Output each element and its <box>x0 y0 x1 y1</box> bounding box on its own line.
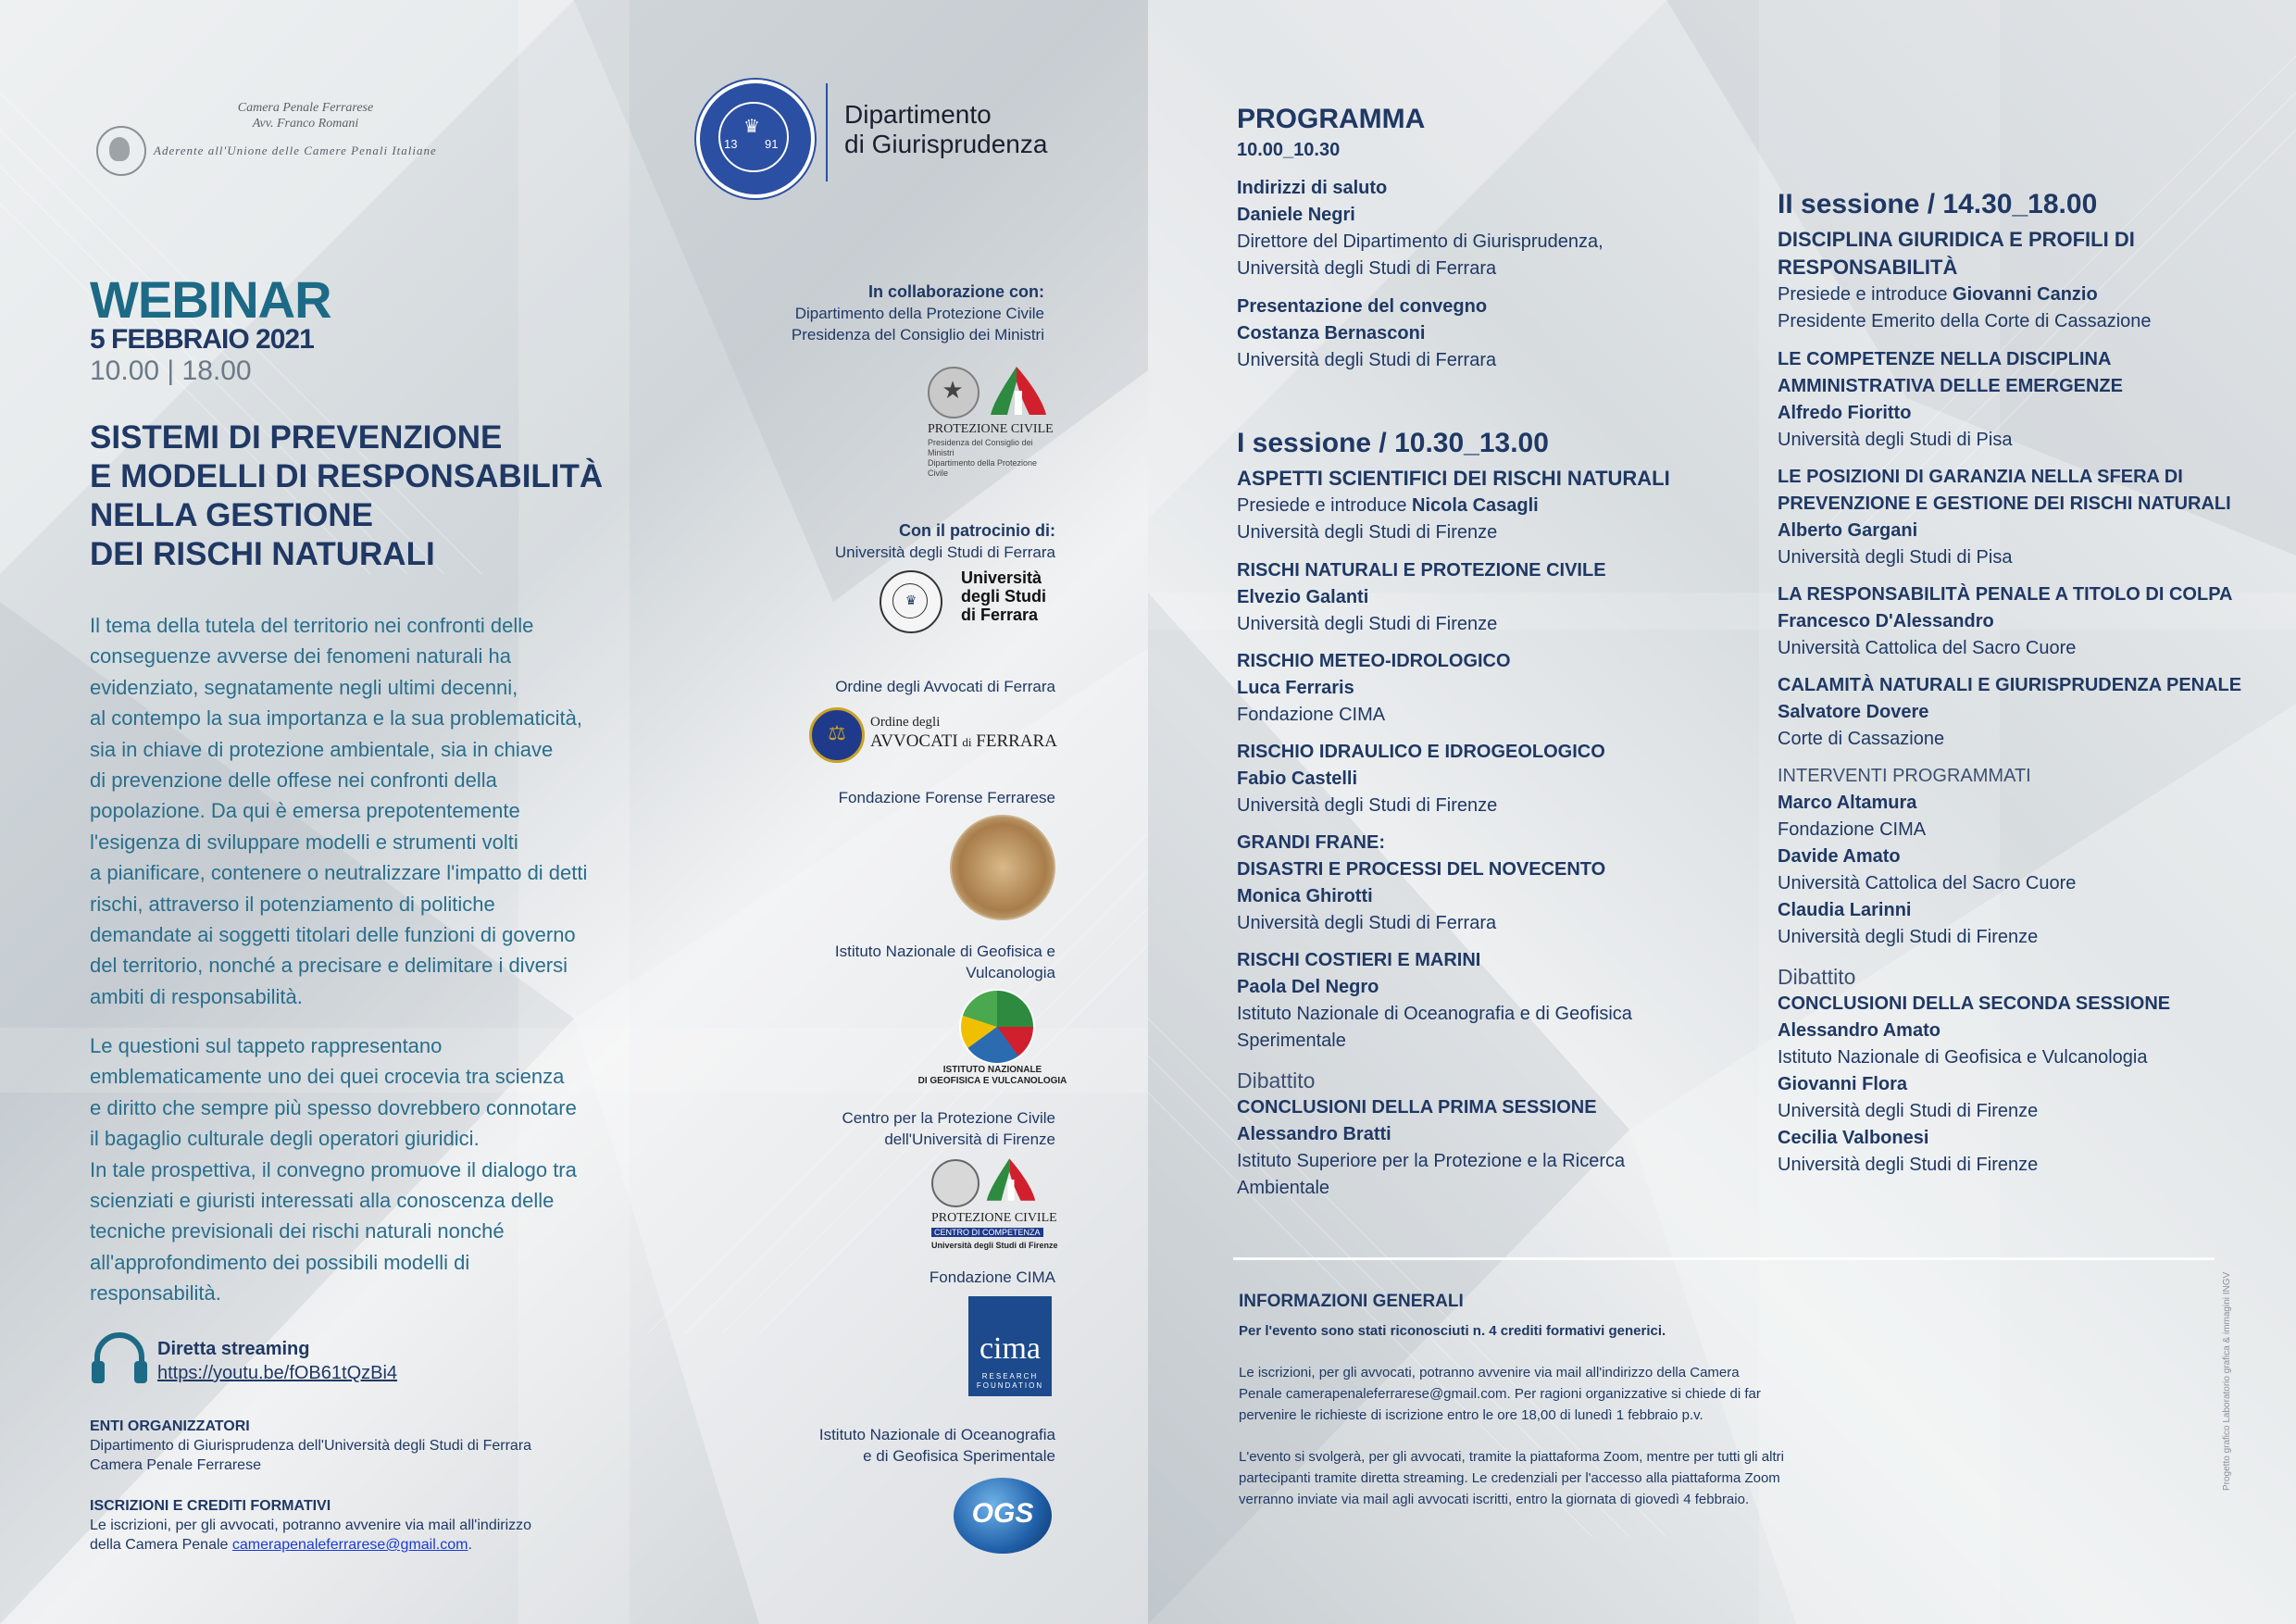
para1-line: conseguenze avverse dei fenomeni naturali ha <box>90 644 511 668</box>
conclusione-name: Giovanni Flora <box>1778 1074 1908 1094</box>
session1-conclusioni-role2: Ambientale <box>1237 1178 1330 1198</box>
talk-item <box>1237 739 1755 819</box>
para1-line: del territorio, nonché a precisare e delimitare i diversi <box>90 954 568 978</box>
pc-logo-title: PROTEZIONE CIVILE <box>928 422 1054 436</box>
frane-speaker: Monica Ghirotti <box>1237 886 1373 906</box>
intervento-name: Marco Altamura <box>1778 793 1917 813</box>
talk-title: RISCHIO IDRAULICO E IDROGEOLOGICO <box>1237 742 1605 762</box>
session1-conclusioni-name: Alessandro Bratti <box>1237 1124 1391 1144</box>
cima-logo-text: cima <box>979 1331 1042 1366</box>
enti-line2: Camera Penale Ferrarese <box>90 1457 261 1473</box>
italian-emblem-icon: ★ <box>928 367 980 418</box>
programma-block <box>1237 102 1737 374</box>
patrocinio-line1: Università degli Studi di Ferrara <box>834 543 1055 561</box>
ordine-logo-main <box>870 731 1057 752</box>
unife-line1: Università <box>961 568 1042 587</box>
title-line1: SISTEMI DI PREVENZIONE <box>90 419 503 456</box>
webinar-label: WEBINAR <box>90 270 331 329</box>
saluto-title: Indirizzi di saluto <box>1237 178 1388 198</box>
talk-title: RISCHI NATURALI E PROTEZIONE CIVILE <box>1237 560 1606 581</box>
conclusione-role: Istituto Nazionale di Geofisica e Vulcanologia <box>1778 1047 2148 1068</box>
frane-role: Università degli Studi di Ferrara <box>1237 913 1497 933</box>
patrocinio-heading: Con il patrocinio di: <box>899 521 1055 540</box>
unife-name <box>961 568 1046 624</box>
iscrizioni-section <box>90 1496 531 1555</box>
pc-logo-sub2: Dipartimento della Protezione Civile <box>928 458 1038 478</box>
session1-block <box>1237 426 1755 1202</box>
para2-line: tecniche previsionali dei rischi naturali nonché <box>90 1219 505 1243</box>
saluto-name: Daniele Negri <box>1237 205 1355 225</box>
event-title <box>90 418 603 574</box>
pc-logo-sub1: Presidenza del Consiglio dei Ministri <box>928 438 1033 457</box>
cima-sub1: RESEARCH <box>981 1372 1039 1380</box>
intervento-name: Claudia Larinni <box>1778 900 1912 920</box>
talk-item <box>1778 581 2277 662</box>
presiede-name: Giovanni Canzio <box>1953 284 2098 305</box>
dipartimento-divider <box>826 83 828 181</box>
info-line: partecipanti tramite diretta streaming. Le credenziali per l'accesso alla piattaforma Zoom <box>1239 1470 1780 1486</box>
para1-line: Il tema della tutela del territorio nei confronti delle <box>90 614 534 637</box>
ingv-label2: Vulcanologia <box>966 964 1055 981</box>
session1-dibattito: Dibattito <box>1237 1068 1316 1093</box>
dipartimento-name <box>844 100 1047 159</box>
talk-item <box>1778 672 2277 753</box>
collab-heading: In collaborazione con: <box>867 282 1044 301</box>
ingv-logo-text <box>917 1065 1068 1087</box>
intervento-role: Fondazione CIMA <box>1778 819 1927 840</box>
para1-line: evidenziato, segnatamente negli ultimi decenni, <box>90 675 518 699</box>
enti-heading: ENTI ORGANIZZATORI <box>90 1418 250 1434</box>
presiede-role: Università degli Studi di Firenze <box>1237 522 1498 543</box>
costieri-title: RISCHI COSTIERI E MARINI <box>1237 950 1481 970</box>
saluto-role1: Direttore del Dipartimento di Giurisprudenza, <box>1237 231 1603 252</box>
programma-time: 10.00_10.30 <box>1237 140 1341 160</box>
camera-penale-seal-icon <box>96 126 146 176</box>
talk-item <box>1778 464 2277 571</box>
camera-penale-aderente: Aderente all'Unione delle Camere Penali Italiane <box>154 144 437 157</box>
cima-logo <box>968 1296 1052 1396</box>
ingv-globe-icon <box>959 989 1035 1065</box>
costieri-role1: Istituto Nazionale di Oceanografia e di Geofisica <box>1237 1004 1632 1024</box>
ingv-logo1: ISTITUTO NAZIONALE <box>942 1065 1042 1075</box>
talk-speaker: Elvezio Galanti <box>1237 587 1369 607</box>
presiede-prefix: Presiede e introduce <box>1778 284 1953 305</box>
camera-penale-logo <box>213 100 398 131</box>
session1-title: ASPETTI SCIENTIFICI DEI RISCHI NATURALI <box>1237 467 1670 490</box>
intervento-name: Davide Amato <box>1778 846 1901 867</box>
title-line3: NELLA GESTIONE <box>90 497 373 533</box>
unife-line2: degli Studi <box>961 587 1046 606</box>
ordine-label: Ordine degli Avvocati di Ferrara <box>835 678 1055 695</box>
talk-role: Università Cattolica del Sacro Cuore <box>1778 638 2077 658</box>
collab-block <box>704 281 1044 345</box>
cpc-logo <box>930 1154 1059 1255</box>
iscrizioni-heading: ISCRIZIONI E CREDITI FORMATIVI <box>90 1498 331 1514</box>
ogs-label2: e di Geofisica Sperimentale <box>863 1447 1055 1465</box>
info-paragraph-2 <box>1239 1446 1905 1510</box>
para2-line: e diritto che sempre più spesso dovrebbero connotare <box>90 1095 577 1119</box>
conclusione-role: Università degli Studi di Firenze <box>1778 1155 2039 1175</box>
session1-heading: I sessione / 10.30_13.00 <box>1237 428 1549 458</box>
dipartimento-line2: di Giurisprudenza <box>844 130 1048 158</box>
iscrizioni-email-link[interactable]: camerapenaleferrarese@gmail.com <box>231 1537 468 1553</box>
para1-line: al contempo la sua importanza e la sua problematicità, <box>90 706 582 731</box>
talk-item <box>1778 346 2277 454</box>
info-heading: INFORMAZIONI GENERALI <box>1239 1292 1464 1311</box>
talk-speaker: Fabio Castelli <box>1237 768 1358 789</box>
enti-line1: Dipartimento di Giurisprudenza dell'Università degli Studi di Ferrara <box>90 1438 532 1454</box>
session2-dibattito: Dibattito <box>1778 965 1856 989</box>
streaming-link[interactable]: https://youtu.be/fOB61tQzBi4 <box>157 1363 398 1383</box>
session2-presiede <box>1778 281 2277 308</box>
ordine-di: di <box>962 735 972 749</box>
para2-line: all'approfondimento dei possibili modelli di <box>90 1250 470 1274</box>
talk-title: AMMINISTRATIVA DELLE EMERGENZE <box>1778 376 2123 396</box>
talk-item <box>1237 830 1755 937</box>
para2-line: scienziati e giuristi interessati alla conoscenza delle <box>90 1189 555 1213</box>
para1-line: ambiti di responsabilità. <box>90 984 303 1008</box>
session2-block <box>1778 187 2277 1179</box>
cpc-label1: Centro per la Protezione Civile <box>842 1109 1055 1127</box>
presentazione-role: Università degli Studi di Ferrara <box>1237 350 1497 370</box>
talk-speaker: Alberto Gargani <box>1778 520 1918 541</box>
talk-speaker: Francesco D'Alessandro <box>1778 611 1994 631</box>
protezione-civile-logo <box>926 363 1055 478</box>
right-panel <box>1148 0 2296 1624</box>
unife-seal-icon: ♛ <box>880 570 942 633</box>
ingv-label <box>704 941 1055 983</box>
cpc-label <box>704 1107 1055 1150</box>
talk-role: Corte di Cassazione <box>1778 729 1945 749</box>
talk-title: LE COMPETENZE NELLA DISCIPLINA <box>1778 349 2112 369</box>
para1-line: sia in chiave di protezione ambientale, sia in chiave <box>90 737 554 761</box>
camera-penale-name: Camera Penale Ferrarese <box>237 101 374 115</box>
ordine-logo-top: Ordine degli <box>870 715 941 730</box>
intervento-role: Università Cattolica del Sacro Cuore <box>1778 873 2077 893</box>
session2-heading: II sessione / 14.30_18.00 <box>1778 189 2098 219</box>
ordine-avvocati-logo <box>809 706 1059 761</box>
fondazione-forense-seal-icon <box>950 815 1055 920</box>
ordine-seal-icon: ⚖ <box>809 707 865 763</box>
talk-speaker: Luca Ferraris <box>1237 678 1354 698</box>
talk-role: Università degli Studi di Pisa <box>1778 547 2013 568</box>
info-line: L'evento si svolgerà, per gli avvocati, tramite la piattaforma Zoom, mentre per tutti gli altri <box>1239 1449 1784 1465</box>
unife-line3: di Ferrara <box>961 606 1039 624</box>
para1-line: rischi, attraverso il potenziamento di politiche <box>90 892 495 916</box>
info-line: pervenire le richieste di iscrizione entro le ore 18,00 di lunedì 1 febbraio p.v. <box>1239 1407 1703 1423</box>
talk-title: LE POSIZIONI DI GARANZIA NELLA SFERA DI <box>1778 467 2183 487</box>
talk-item <box>1237 557 1755 638</box>
talk-item <box>1237 648 1755 729</box>
design-credit: Progetto grafico Laboratorio grafica & immagini INGV <box>2222 1271 2232 1491</box>
seal-year-left: 13 <box>724 137 738 151</box>
talk-role: Università degli Studi di Firenze <box>1237 614 1498 634</box>
dipartimento-line1: Dipartimento <box>844 100 992 129</box>
fondazione-forense-label: Fondazione Forense Ferrarese <box>838 789 1055 806</box>
seal-year-right: 91 <box>765 137 779 151</box>
iscrizioni-prefix: della Camera Penale <box>90 1537 232 1553</box>
para2-line: il bagaglio culturale degli operatori giuridici. <box>90 1127 480 1151</box>
iscrizioni-line2 <box>90 1535 531 1555</box>
protezione-civile-flag-icon <box>989 363 1048 418</box>
event-date: 5 FEBBRAIO 2021 <box>90 324 314 355</box>
frane-title2: DISASTRI E PROCESSI DEL NOVECENTO <box>1237 859 1606 880</box>
talk-title: RISCHIO METEO-IDROLOGICO <box>1237 651 1511 671</box>
pc-logo-sub <box>928 438 1055 479</box>
talk-speaker: Alfredo Fioritto <box>1778 403 1912 423</box>
ogs-label1: Istituto Nazionale di Oceanografia <box>818 1426 1055 1443</box>
section-divider <box>1233 1257 2215 1260</box>
info-line: Penale camerapenaleferrarese@gmail.com. Per ragioni organizzative si chiede di far <box>1239 1386 1761 1402</box>
title-line2: E MODELLI DI RESPONSABILITÀ <box>90 458 604 494</box>
costieri-speaker: Paola Del Negro <box>1237 977 1379 997</box>
saluto-role2: Università degli Studi di Ferrara <box>1237 258 1497 279</box>
talk-item <box>1237 947 1755 1055</box>
talk-speaker: Salvatore Dovere <box>1778 702 1929 722</box>
cpc-logo-sub: CENTRO DI COMPETENZA <box>931 1228 1043 1237</box>
info-line: Le iscrizioni, per gli avvocati, potranno avvenire via mail all'indirizzo della Camera <box>1239 1365 1740 1380</box>
ogs-logo <box>954 1478 1052 1554</box>
talk-role: Fondazione CIMA <box>1237 705 1386 725</box>
presentazione-title: Presentazione del convegno <box>1237 296 1488 317</box>
info-line: verranno inviate via mail agli avvocati iscritti, entro la giornata di giovedì 4 febbraio. <box>1239 1492 1750 1507</box>
cpc-label2: dell'Università di Firenze <box>884 1131 1055 1148</box>
conclusione-name: Alessandro Amato <box>1778 1020 1940 1041</box>
patrocinio-block <box>704 520 1055 563</box>
dipartimento-seal-icon: ♛ 13 91 <box>696 80 815 198</box>
ogs-logo-text: OGS <box>971 1498 1034 1529</box>
talk-title: LA RESPONSABILITÀ PENALE A TITOLO DI COLPA <box>1778 584 2233 605</box>
ingv-label1: Istituto Nazionale di Geofisica e <box>834 943 1055 960</box>
talk-role: Università degli Studi di Pisa <box>1778 430 2013 450</box>
ogs-label <box>704 1424 1055 1467</box>
ordine-main: AVVOCATI <box>870 731 958 751</box>
talk-title: CALAMITÀ NATURALI E GIURISPRUDENZA PENALE <box>1778 675 2242 695</box>
session2-title2: RESPONSABILITÀ <box>1778 256 1958 279</box>
camera-penale-avv: Avv. Franco Romani <box>252 117 359 131</box>
unife-logo <box>880 568 1055 643</box>
frane-title1: GRANDI FRANE: <box>1237 832 1385 853</box>
intervento-role: Università degli Studi di Firenze <box>1778 927 2039 947</box>
conclusione-name: Cecilia Valbonesi <box>1778 1128 1929 1148</box>
presiede-prefix: Presiede e introduce <box>1237 495 1413 516</box>
streaming-label: Diretta streaming <box>157 1339 310 1359</box>
description-paragraph-1 <box>90 610 701 1012</box>
presentazione-name: Costanza Bernasconi <box>1237 323 1426 344</box>
para2-line: In tale prospettiva, il convegno promuove il dialogo tra <box>90 1157 577 1181</box>
para1-line: popolazione. Da qui è emersa prepotentemente <box>90 799 520 823</box>
para1-line: a pianificare, contenere o neutralizzare l'impatto di detti <box>90 861 588 885</box>
para1-line: di prevenzione delle offese nei confronti della <box>90 768 497 793</box>
event-time: 10.00 | 18.00 <box>90 356 252 386</box>
cpc-logo-univ: Università degli Studi di Firenze <box>931 1241 1058 1250</box>
session1-conclusioni-title: CONCLUSIONI DELLA PRIMA SESSIONE <box>1237 1097 1597 1118</box>
enti-organizzatori <box>90 1417 531 1475</box>
session1-conclusioni-role1: Istituto Superiore per la Protezione e la Ricerca <box>1237 1151 1626 1171</box>
unifi-seal-icon <box>931 1159 980 1207</box>
cima-logo-sub <box>968 1372 1052 1391</box>
programma-heading: PROGRAMMA <box>1237 104 1426 134</box>
headphones-icon <box>90 1330 149 1385</box>
presiede-role: Presidente Emerito della Corte di Cassazione <box>1778 311 2152 331</box>
cpc-flag-icon <box>985 1154 1037 1206</box>
talk-role: Università degli Studi di Firenze <box>1237 795 1498 816</box>
cima-label: Fondazione CIMA <box>929 1268 1055 1286</box>
presiede-name: Nicola Casagli <box>1412 495 1539 516</box>
title-line4: DEI RISCHI NATURALI <box>90 536 435 572</box>
para2-line: responsabilità. <box>90 1281 221 1305</box>
session2-conclusioni-title: CONCLUSIONI DELLA SECONDA SESSIONE <box>1778 993 2171 1014</box>
cpc-logo-title: PROTEZIONE CIVILE <box>931 1211 1057 1225</box>
conclusione-role: Università degli Studi di Firenze <box>1778 1101 2039 1121</box>
iscrizioni-suffix: . <box>468 1537 472 1553</box>
session2-title1: DISCIPLINA GIURIDICA E PROFILI DI <box>1778 228 2135 251</box>
iscrizioni-line1: Le iscrizioni, per gli avvocati, potranno avvenire via mail all'indirizzo <box>90 1518 532 1533</box>
para2-line: emblematicamente uno dei quei crocevia tra scienza <box>90 1065 565 1089</box>
para2-line: Le questioni sul tappeto rappresentano <box>90 1034 443 1057</box>
info-paragraph-1 <box>1239 1362 1905 1426</box>
session1-presiede <box>1237 493 1755 519</box>
collab-line2: Presidenza del Consiglio dei Ministri <box>791 326 1044 344</box>
interventi-heading: INTERVENTI PROGRAMMATI <box>1778 766 2031 786</box>
costieri-role2: Sperimentale <box>1237 1031 1346 1051</box>
collab-line1: Dipartimento della Protezione Civile <box>794 305 1044 322</box>
ingv-logo2: DI GEOFISICA E VULCANOLOGIA <box>917 1076 1067 1086</box>
para1-line: demandate ai soggetti titolari delle funzioni di governo <box>90 923 576 947</box>
description-paragraph-2 <box>90 1031 701 1309</box>
talk-title: PREVENZIONE E GESTIONE DEI RISCHI NATURALI <box>1778 493 2231 514</box>
cima-sub2: FOUNDATION <box>976 1381 1044 1390</box>
ordine-city: FERRARA <box>976 731 1057 751</box>
info-generali <box>1239 1289 1905 1510</box>
info-crediti: Per l'evento sono stati riconosciuti n. 4 crediti formativi generici. <box>1239 1323 1666 1339</box>
para1-line: l'esigenza di sviluppare modelli e strumenti volti <box>90 830 518 854</box>
